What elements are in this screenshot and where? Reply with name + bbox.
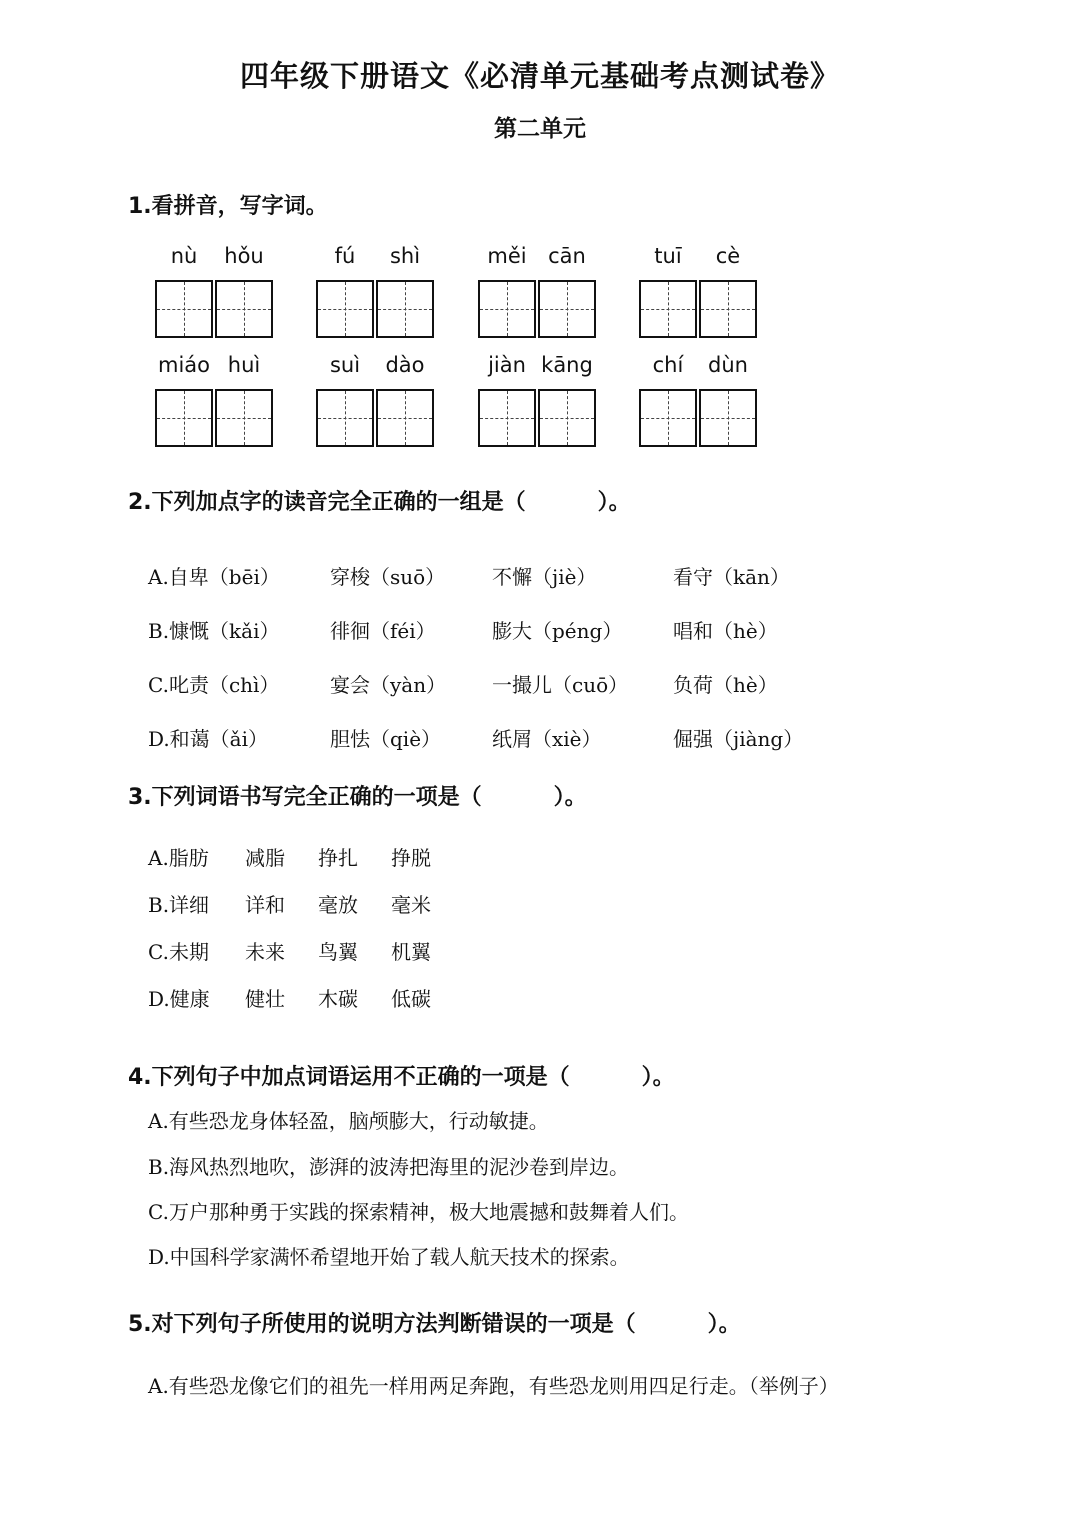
word-cell: 木碳 (318, 987, 358, 1011)
word-cell: 详和 (245, 893, 285, 917)
word-cell: 毫米 (391, 893, 431, 917)
page-subtitle: 第二单元 (494, 116, 586, 142)
option-cell: 胆怯（qiè） (330, 727, 442, 751)
pinyin-syllable: měi (487, 244, 527, 268)
pinyin-syllable: hǒu (224, 244, 264, 268)
word-cell: 挣脱 (391, 846, 431, 870)
pinyin-syllable: tuī (654, 244, 682, 268)
pinyin-syllable: dùn (708, 353, 748, 377)
word-cell: 减脂 (245, 846, 285, 870)
option-cell: 唱和（hè） (673, 619, 778, 643)
word-cell: 健壮 (245, 987, 285, 1011)
pinyin-syllable: shì (389, 244, 421, 268)
writing-box[interactable] (639, 389, 697, 447)
writing-box[interactable] (215, 280, 273, 338)
option-line: C.万户那种勇于实践的探索精神，极大地震撼和鼓舞着人们。 (148, 1200, 689, 1224)
writing-box[interactable] (316, 389, 374, 447)
writing-box[interactable] (699, 389, 757, 447)
option-line: B.海风热烈地吹，澎湃的波涛把海里的泥沙卷到岸边。 (148, 1155, 630, 1179)
writing-box[interactable] (699, 280, 757, 338)
option-cell: 膨大（péng） (492, 619, 623, 643)
writing-box[interactable] (478, 280, 536, 338)
question-text-end: ）。 (641, 1065, 675, 1090)
word-cell: 低碳 (391, 987, 431, 1011)
word-cell: A.脂肪 (148, 846, 209, 870)
pinyin-syllable: cān (548, 244, 586, 268)
option-line: A.有些恐龙像它们的祖先一样用两足奔跑，有些恐龙则用四足行走。（举例子） (148, 1374, 839, 1398)
question-text: 2.下列加点字的读音完全正确的一组是（ (128, 490, 526, 515)
word-cell: 毫放 (318, 893, 358, 917)
option-cell: A.自卑（bēi） (148, 565, 280, 589)
option-cell: 纸屑（xiè） (492, 727, 602, 751)
option-line: A.有些恐龙身体轻盈，脑颅膨大，行动敏捷。 (148, 1109, 549, 1133)
question-text-end: ）。 (707, 1312, 741, 1337)
writing-box[interactable] (215, 389, 273, 447)
writing-box[interactable] (478, 389, 536, 447)
question-2-title (128, 485, 631, 516)
pinyin-syllable: jiàn (488, 353, 526, 377)
question-text: 4.下列句子中加点词语运用不正确的一项是（ (128, 1065, 570, 1090)
pinyin-syllable: fú (334, 244, 356, 268)
question-3-title (128, 780, 587, 811)
pinyin-syllable: cè (715, 244, 741, 268)
pinyin-syllable: kāng (541, 353, 593, 377)
writing-box[interactable] (155, 280, 213, 338)
option-cell: 负荷（hè） (673, 673, 778, 697)
page-title: 四年级下册语文《必清单元基础考点测试卷》 (239, 59, 840, 93)
option-cell: D.和蔼（ǎi） (148, 727, 268, 751)
question-text: 3.下列词语书写完全正确的一项是（ (128, 785, 482, 810)
question-text: 5.对下列句子所使用的说明方法判断错误的一项是（ (128, 1312, 636, 1337)
word-cell: 挣扎 (318, 846, 358, 870)
pinyin-syllable: suì (329, 353, 361, 377)
option-cell: 一撮儿（cuō） (492, 673, 629, 697)
pinyin-syllable: huì (227, 353, 261, 377)
word-cell: B.详细 (148, 893, 210, 917)
writing-box[interactable] (376, 280, 434, 338)
word-cell: C.未期 (148, 940, 209, 964)
option-cell: C.叱责（chì） (148, 673, 280, 697)
question-1-title: 1.看拼音，写字词。 (128, 194, 328, 219)
pinyin-syllable: miáo (157, 353, 210, 377)
word-cell: D.健康 (148, 987, 210, 1011)
writing-box[interactable] (639, 280, 697, 338)
pinyin-syllable: nù (170, 244, 198, 268)
option-cell: 宴会（yàn） (330, 673, 447, 697)
option-cell: 看守（kān） (673, 565, 790, 589)
option-cell: 徘徊（féi） (330, 619, 436, 643)
word-cell: 未来 (245, 940, 285, 964)
writing-box[interactable] (316, 280, 374, 338)
question-text-end: ）。 (597, 490, 631, 515)
question-text-end: ）。 (553, 785, 587, 810)
option-cell: 不懈（jiè） (492, 565, 597, 589)
word-cell: 鸟翼 (318, 940, 358, 964)
option-cell: B.慷慨（kǎi） (148, 619, 280, 643)
pinyin-syllable: chí (652, 353, 684, 377)
question-4-title (128, 1060, 675, 1091)
question-5-title (128, 1307, 741, 1338)
pinyin-syllable: dào (385, 353, 425, 377)
option-cell: 穿梭（suō） (330, 565, 446, 589)
option-line: D.中国科学家满怀希望地开始了载人航天技术的探索。 (148, 1245, 630, 1269)
writing-box[interactable] (376, 389, 434, 447)
option-cell: 倔强（jiàng） (673, 727, 804, 751)
writing-box[interactable] (538, 389, 596, 447)
writing-box[interactable] (155, 389, 213, 447)
word-cell: 机翼 (391, 940, 431, 964)
writing-box[interactable] (538, 280, 596, 338)
